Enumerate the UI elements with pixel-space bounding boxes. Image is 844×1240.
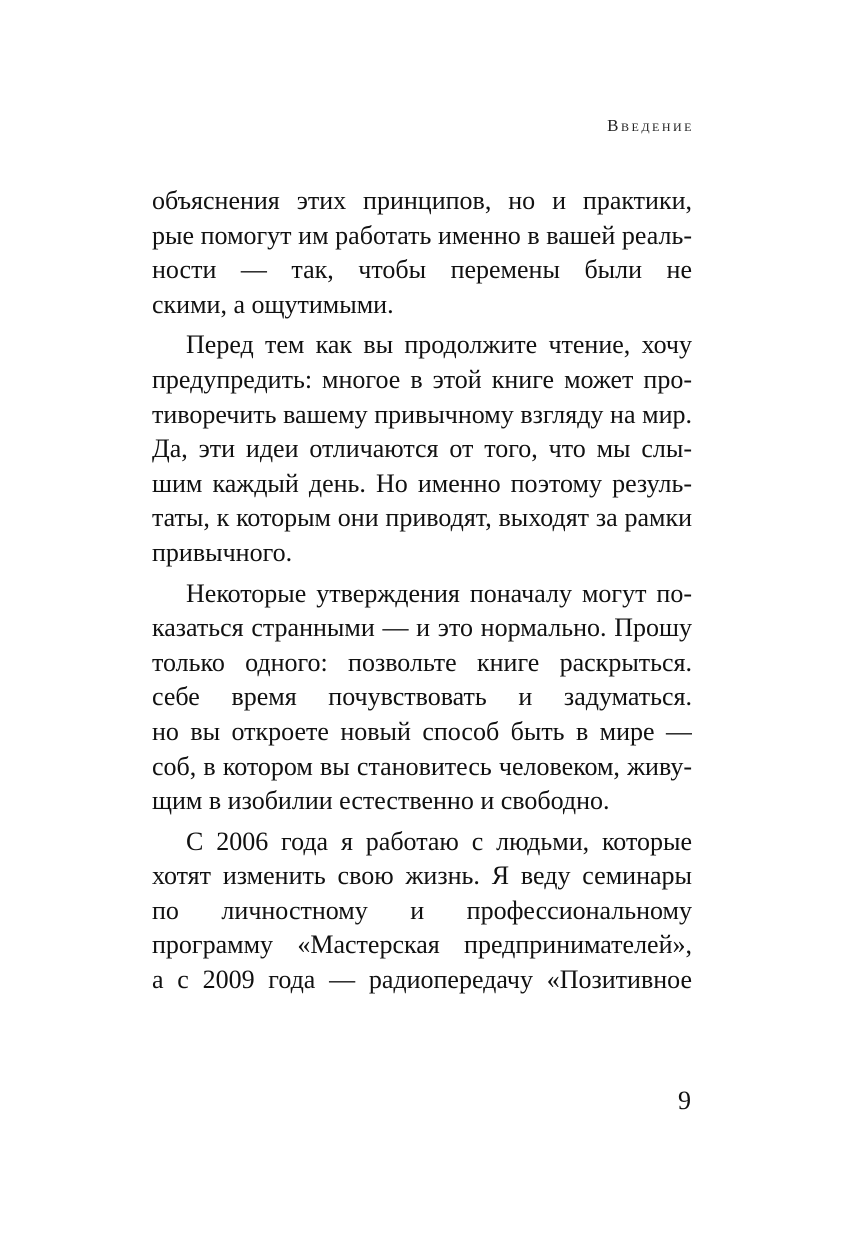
text-line: а с 2009 года — радиопередачу «Позитивное xyxy=(152,965,692,995)
text-line: но вы откроете новый способ быть в мире — xyxy=(152,716,692,746)
text-line: Некоторые утверждения поначалу могут по- xyxy=(186,578,692,608)
text-line: хотят изменить свою жизнь. Я веду семинары xyxy=(152,861,692,891)
paragraph xyxy=(152,577,692,819)
paragraph xyxy=(152,825,692,998)
text-line: себе время почувствовать и задуматься. xyxy=(152,682,692,712)
text-line: по личностному и профессиональному xyxy=(152,895,692,925)
text-line: тиворечить вашему привычному взгляду на мир. xyxy=(152,399,692,429)
text-line: таты, к которым они приводят, выходят за рамки xyxy=(152,503,692,533)
running-head-title: Введение xyxy=(607,116,694,135)
body-text xyxy=(152,184,692,998)
paragraph xyxy=(152,184,692,322)
text-line: только одного: позвольте книге раскрыться. xyxy=(152,647,692,677)
text-line: ности — так, чтобы перемены были не xyxy=(152,255,692,285)
text-line: щим в изобилии естественно и свободно. xyxy=(152,786,610,816)
text-line: скими, а ощутимыми. xyxy=(152,289,394,319)
text-line: С 2006 года я работаю с людьми, которые xyxy=(186,826,692,856)
text-line: соб, в котором вы становитесь человеком, живу- xyxy=(152,751,692,781)
page-number: 9 xyxy=(678,1086,691,1115)
text-line: рые помогут им работать именно в вашей реаль- xyxy=(152,220,692,250)
text-line: казаться странными — и это нормально. Прошу xyxy=(152,613,692,643)
text-line: предупредить: многое в этой книге может про- xyxy=(152,364,692,394)
text-line: объяснения этих принципов, но и практики, xyxy=(152,186,692,215)
text-line: шим каждый день. Но именно поэтому резуль- xyxy=(152,468,692,498)
paragraph xyxy=(152,328,692,570)
text-line: программу «Мастерская предпринимателей», xyxy=(152,930,692,960)
text-line: привычного. xyxy=(152,537,293,567)
text-line: Перед тем как вы продолжите чтение, хочу xyxy=(186,330,692,360)
text-line: Да, эти идеи отличаются от того, что мы слы- xyxy=(152,434,692,464)
